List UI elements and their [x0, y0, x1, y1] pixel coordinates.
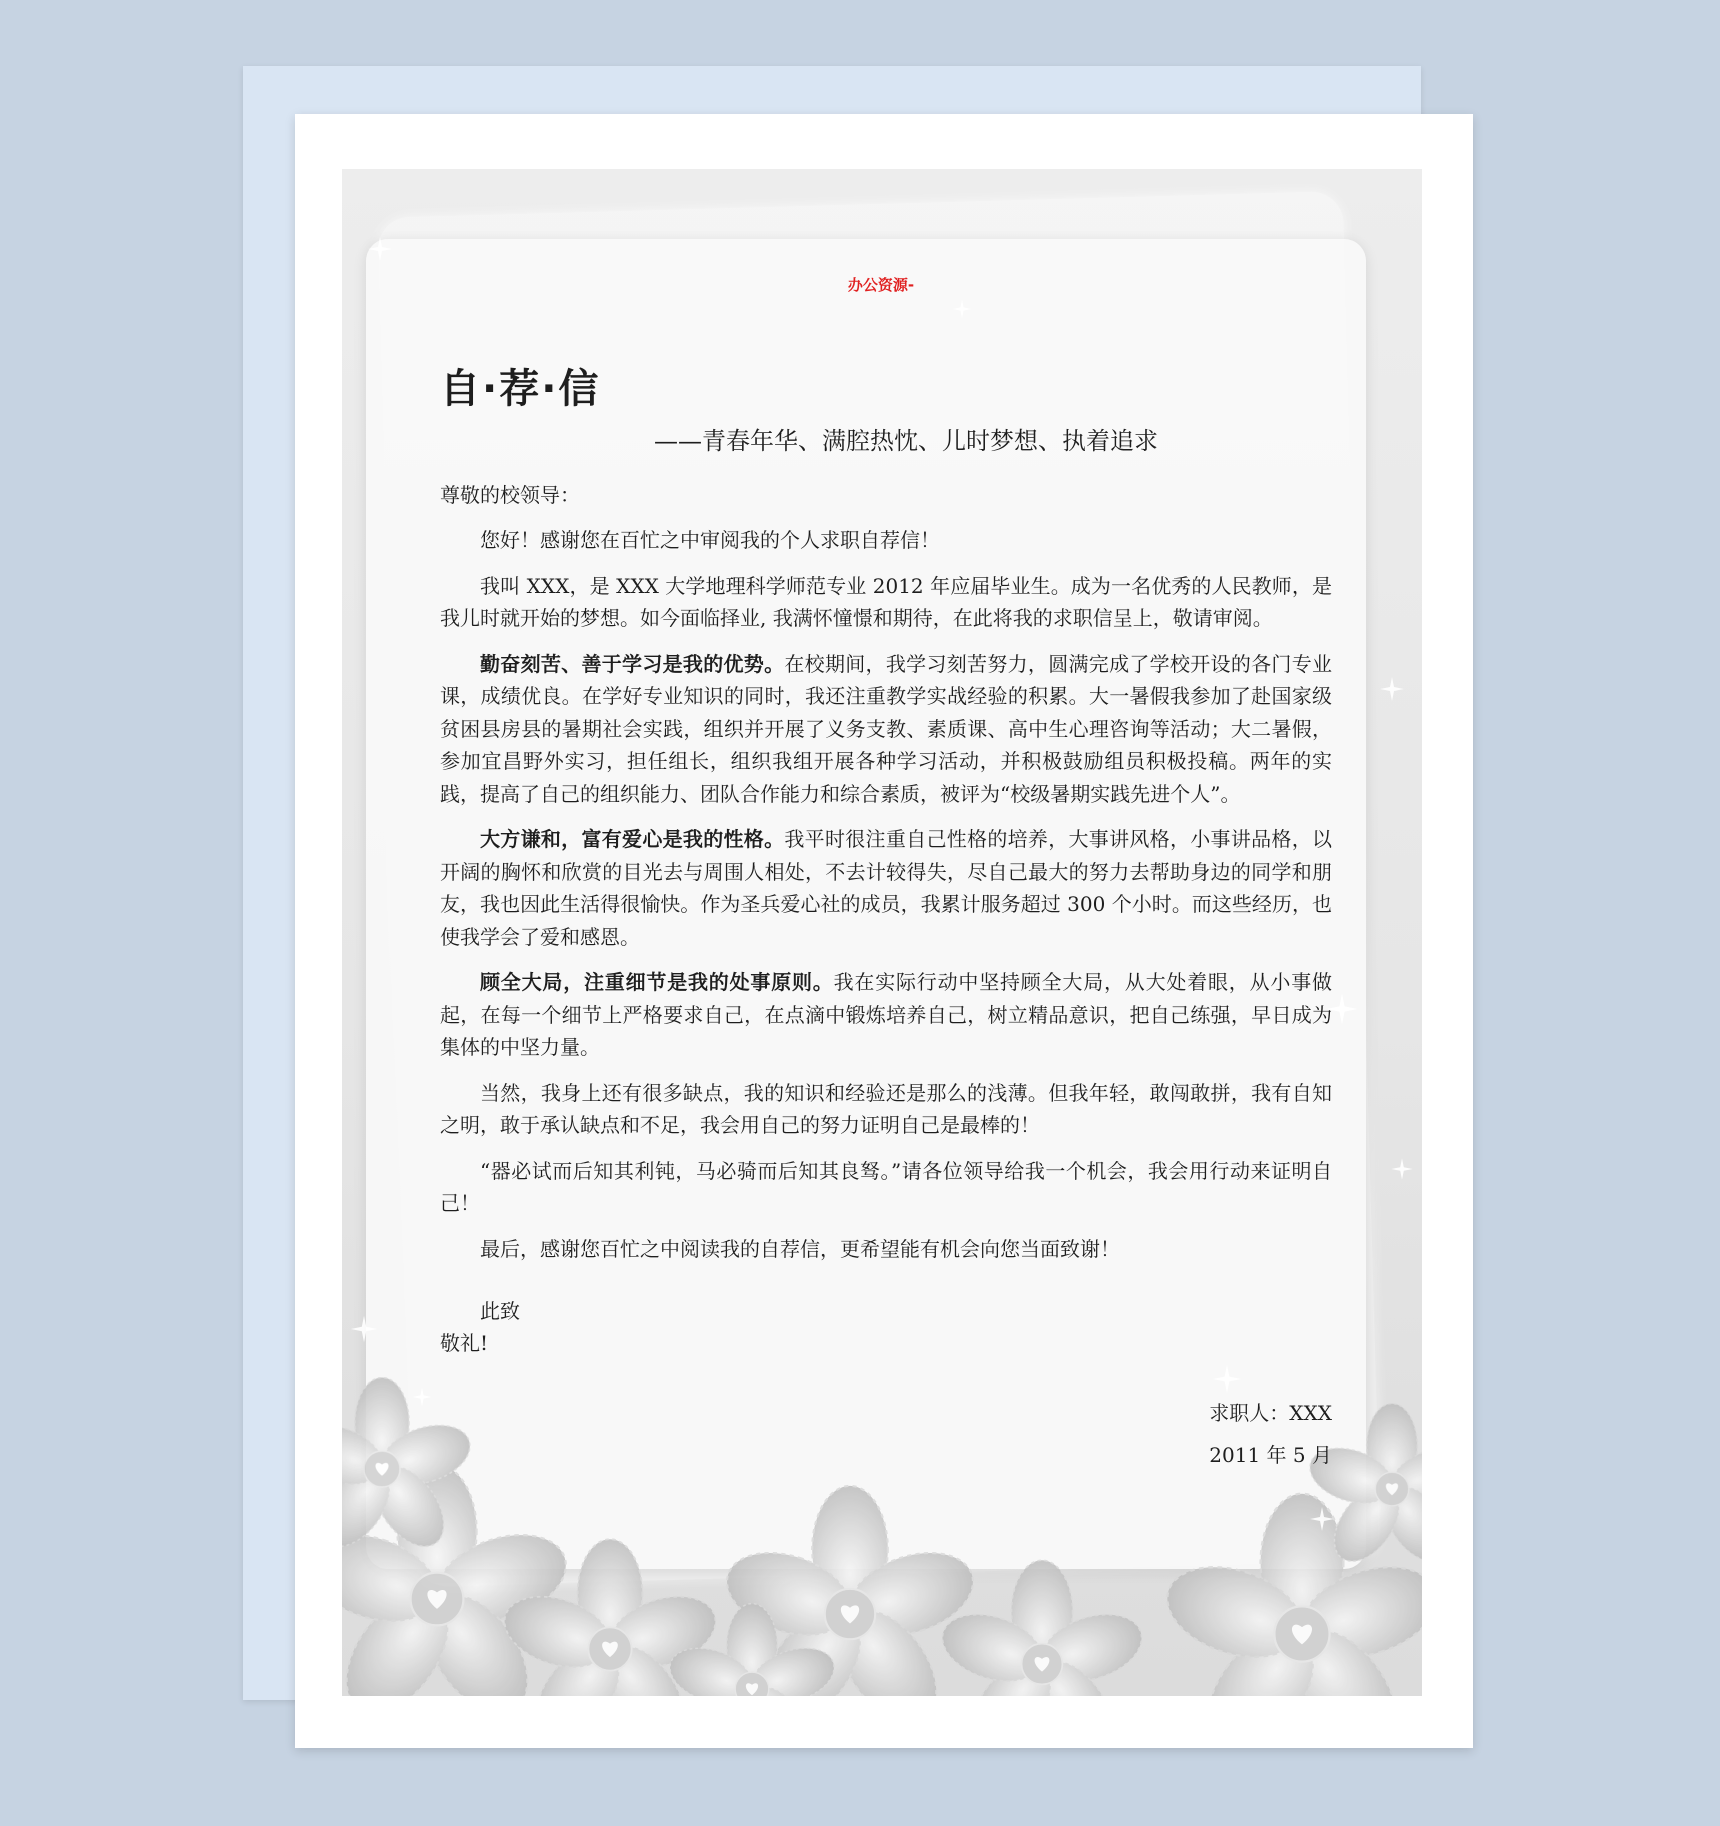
letter-title: 自·荐·信 [440, 366, 601, 412]
letter-greeting: 尊敬的校领导： [440, 483, 580, 507]
signature: 求职人：XXX [1209, 1401, 1332, 1425]
paragraph: 大方谦和，富有爱心是我的性格。我平时很注重自己性格的培养，大事讲风格，小事讲品格，以开阔的胸怀和欣赏的目光去与周围人相处，不去计较得失，尽自己最大的努力去帮助身边的同学和朋友，我也因此生活得很愉快。作为圣兵爱心社的成员，我累计服务超过 300 个小时。而这些经历，也使我学会了爱和感恩。 [440, 827, 1332, 949]
paragraph: “器必试而后知其利钝，马必骑而后知其良驽。”请各位领导给我一个机会，我会用行动来证明自己！ [440, 1158, 1332, 1215]
paragraph: 勤奋刻苦、善于学习是我的优势。在校期间，我学习刻苦努力，圆满完成了学校开设的各门专业课，成绩优良。在学好专业知识的同时，我还注重教学实战经验的积累。大一暑假我参加了赴国家级贫困县房县的暑期社会实践，组织并开展了义务支教、素质课、高中生心理咨询等活动；大二暑假，参加宜昌野外实习，担任组长，组织我组开展各种学习活动，并积极鼓励组员积极投稿。两年的实践，提高了自己的组织能力、团队合作能力和综合素质，被评为“校级暑期实践先进个人”。 [440, 651, 1332, 806]
signature-date: 2011 年 5 月 [1209, 1443, 1332, 1467]
source-tag: 办公资源- [847, 276, 915, 294]
paragraph: 顾全大局，注重细节是我的处事原则。我在实际行动中坚持顾全大局，从大处着眼，从小事做起，在每一个细节上严格要求自己，在点滴中锻炼培养自己，树立精品意识，把自己练强，早日成为集体的中坚力量。 [440, 970, 1333, 1059]
paragraph: 最后，感谢您百忙之中阅读我的自荐信，更希望能有机会向您当面致谢！ [480, 1236, 1120, 1261]
paragraph-lead: 勤奋刻苦、善于学习是我的优势。 [480, 651, 785, 676]
paragraph: 当然，我身上还有很多缺点，我的知识和经验还是那么的浅薄。但我年轻，敢闯敢拼，我有自知之明，敢于承认缺点和不足，我会用自己的努力证明自己是最棒的！ [440, 1080, 1332, 1137]
closing-line-2: 敬礼! [440, 1331, 489, 1355]
paragraph: 您好！感谢您在百忙之中审阅我的个人求职自荐信！ [480, 528, 940, 552]
closing-line-1: 此致 [480, 1299, 520, 1323]
paragraph-lead: 顾全大局，注重细节是我的处事原则。 [480, 970, 834, 994]
letter-subtitle: ——青春年华、满腔热忱、儿时梦想、执着追求 [654, 427, 1158, 455]
paragraph: 我叫 XXX，是 XXX 大学地理科学师范专业 2012 年应届毕业生。成为一名优秀的人民教师，是我儿时就开始的梦想。如今面临择业, 我满怀憧憬和期待，在此将我的求职信呈上，敬请审阅。 [440, 573, 1332, 630]
letter-content [440, 265, 1332, 1471]
paragraph-lead: 大方谦和，富有爱心是我的性格。 [480, 827, 785, 851]
